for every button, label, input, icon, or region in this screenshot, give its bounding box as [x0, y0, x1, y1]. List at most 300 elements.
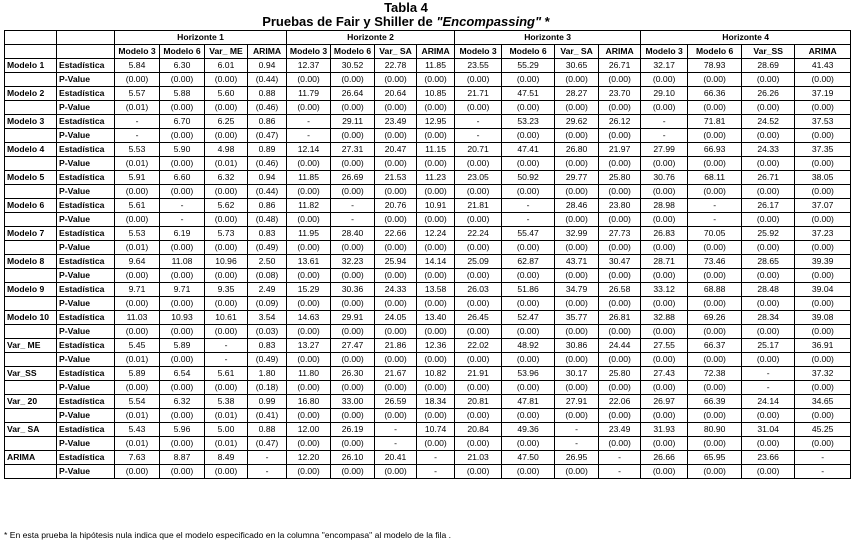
pvalue-cell: (0.46): [248, 101, 287, 115]
stat-cell: 65.95: [688, 451, 742, 465]
pvalue-cell: -: [375, 437, 417, 451]
pvalue-cell: (0.00): [455, 325, 502, 339]
pvalue-cell: (0.00): [641, 325, 688, 339]
table-row-pvalue: [5, 409, 851, 423]
pvalue-cell: (0.00): [795, 381, 851, 395]
stat-cell: 48.92: [502, 339, 555, 353]
stat-cell: 47.50: [502, 451, 555, 465]
stat-cell: 24.33: [742, 143, 795, 157]
stat-cell: 12.95: [417, 115, 455, 129]
row-pvalue-label: P-Value: [57, 381, 115, 395]
stat-cell: 50.92: [502, 171, 555, 185]
stat-cell: 28.71: [641, 255, 688, 269]
pvalue-cell: (0.00): [641, 297, 688, 311]
stat-cell: 5.43: [115, 423, 160, 437]
pvalue-cell: (0.00): [160, 269, 205, 283]
stat-cell: 28.98: [641, 199, 688, 213]
pvalue-cell: (0.00): [115, 269, 160, 283]
stat-cell: 9.71: [115, 283, 160, 297]
pvalue-cell: -: [160, 213, 205, 227]
pvalue-cell: (0.01): [115, 241, 160, 255]
row-stat-label: Estadística: [57, 199, 115, 213]
pvalue-cell: (0.00): [115, 325, 160, 339]
pvalue-cell: (0.00): [795, 157, 851, 171]
pvalue-cell: -: [795, 465, 851, 479]
pvalue-cell: (0.00): [555, 381, 599, 395]
column-header: ARIMA: [417, 45, 455, 59]
row-pvalue-label: P-Value: [57, 325, 115, 339]
pvalue-cell: (0.00): [742, 101, 795, 115]
stat-cell: 37.32: [795, 367, 851, 381]
results-table: [4, 30, 851, 479]
pvalue-cell: (0.48): [248, 213, 287, 227]
pvalue-cell: (0.00): [555, 297, 599, 311]
pvalue-cell: (0.00): [417, 437, 455, 451]
pvalue-cell: (0.00): [417, 101, 455, 115]
pvalue-cell: (0.00): [160, 185, 205, 199]
stat-cell: 1.80: [248, 367, 287, 381]
pvalue-cell: (0.00): [115, 465, 160, 479]
stat-cell: 36.91: [795, 339, 851, 353]
stat-cell: 10.96: [205, 255, 248, 269]
pvalue-cell: (0.00): [331, 381, 375, 395]
row-model-name: Modelo 8: [5, 255, 57, 269]
stat-cell: 26.58: [599, 283, 641, 297]
stat-cell: 21.81: [455, 199, 502, 213]
stat-cell: 29.10: [641, 87, 688, 101]
table-row-pvalue: [5, 129, 851, 143]
table-row-pvalue: [5, 185, 851, 199]
stat-cell: 28.65: [742, 255, 795, 269]
column-header: Modelo 6: [502, 45, 555, 59]
stat-cell: -: [742, 367, 795, 381]
stat-cell: 0.86: [248, 115, 287, 129]
pvalue-cell: (0.00): [555, 241, 599, 255]
stat-cell: 5.53: [115, 143, 160, 157]
stat-cell: 5.89: [115, 367, 160, 381]
row-pvalue-label: P-Value: [57, 409, 115, 423]
pvalue-cell: (0.00): [160, 101, 205, 115]
row-pvalue-label: P-Value: [57, 241, 115, 255]
pvalue-cell: (0.00): [331, 269, 375, 283]
stat-cell: 5.73: [205, 227, 248, 241]
pvalue-cell: (0.00): [502, 297, 555, 311]
pvalue-cell: (0.00): [641, 73, 688, 87]
pvalue-cell: (0.00): [417, 269, 455, 283]
pvalue-cell: (0.00): [795, 185, 851, 199]
pvalue-cell: (0.00): [688, 465, 742, 479]
stat-cell: 5.61: [205, 367, 248, 381]
pvalue-cell: (0.00): [502, 101, 555, 115]
stat-cell: 20.81: [455, 395, 502, 409]
stat-cell: 49.36: [502, 423, 555, 437]
pvalue-cell: (0.00): [599, 213, 641, 227]
pvalue-cell: (0.01): [115, 409, 160, 423]
stat-cell: 26.71: [742, 171, 795, 185]
stat-cell: 5.00: [205, 423, 248, 437]
row-pvalue-label: P-Value: [57, 101, 115, 115]
stat-cell: 27.47: [331, 339, 375, 353]
stat-cell: 0.83: [248, 339, 287, 353]
pvalue-cell: (0.08): [248, 269, 287, 283]
pvalue-cell: (0.00): [455, 101, 502, 115]
row-stat-label: Estadística: [57, 283, 115, 297]
pvalue-cell: (0.00): [417, 213, 455, 227]
pvalue-cell: (0.00): [287, 269, 331, 283]
pvalue-cell: (0.00): [795, 409, 851, 423]
pvalue-cell: (0.00): [502, 437, 555, 451]
table-subtitle: [0, 15, 812, 29]
pvalue-cell: (0.00): [555, 269, 599, 283]
pvalue-cell: (0.00): [205, 297, 248, 311]
pvalue-cell: (0.00): [502, 409, 555, 423]
stat-cell: 21.86: [375, 339, 417, 353]
pvalue-cell: (0.00): [287, 437, 331, 451]
stat-cell: 66.93: [688, 143, 742, 157]
stat-cell: 29.77: [555, 171, 599, 185]
pvalue-cell: -: [502, 213, 555, 227]
column-header: Modelo 6: [331, 45, 375, 59]
pvalue-cell: (0.00): [599, 269, 641, 283]
stat-cell: 18.34: [417, 395, 455, 409]
stat-cell: -: [502, 199, 555, 213]
pvalue-cell: (0.00): [115, 381, 160, 395]
row-model-name: Modelo 1: [5, 59, 57, 73]
row-model-name: Modelo 7: [5, 227, 57, 241]
horizon-header: Horizonte 2: [287, 31, 455, 45]
stat-cell: 11.85: [287, 171, 331, 185]
table-row-stat: [5, 451, 851, 465]
pvalue-cell: (0.00): [417, 157, 455, 171]
stat-cell: 4.98: [205, 143, 248, 157]
table-row-stat: [5, 283, 851, 297]
row-stat-label: Estadística: [57, 367, 115, 381]
stat-cell: 30.86: [555, 339, 599, 353]
pvalue-cell: (0.00): [160, 381, 205, 395]
stat-cell: 0.99: [248, 395, 287, 409]
stat-cell: 5.57: [115, 87, 160, 101]
row-model-name: Modelo 9: [5, 283, 57, 297]
column-header: Var_ SA: [555, 45, 599, 59]
stat-cell: -: [688, 199, 742, 213]
stat-cell: 34.79: [555, 283, 599, 297]
column-header: Modelo 3: [641, 45, 688, 59]
stat-cell: 26.81: [599, 311, 641, 325]
stat-cell: 27.91: [555, 395, 599, 409]
pvalue-cell: -: [742, 381, 795, 395]
row-name-continuation: [5, 353, 57, 367]
pvalue-cell: (0.00): [688, 73, 742, 87]
pvalue-cell: (0.01): [205, 409, 248, 423]
stat-cell: 26.64: [331, 87, 375, 101]
stat-cell: 5.61: [115, 199, 160, 213]
corner-cell-1: [5, 31, 57, 45]
stat-cell: 22.06: [599, 395, 641, 409]
stat-cell: 28.48: [742, 283, 795, 297]
stat-cell: -: [287, 115, 331, 129]
stat-cell: 5.96: [160, 423, 205, 437]
row-model-name: Modelo 5: [5, 171, 57, 185]
row-stat-label: Estadística: [57, 339, 115, 353]
stat-cell: 70.05: [688, 227, 742, 241]
stat-cell: 6.32: [160, 395, 205, 409]
corner-cell-2: [57, 31, 115, 45]
stat-cell: 66.39: [688, 395, 742, 409]
row-stat-label: Estadística: [57, 451, 115, 465]
stat-cell: 37.53: [795, 115, 851, 129]
row-model-name: Modelo 2: [5, 87, 57, 101]
horizon-header: Horizonte 4: [641, 31, 851, 45]
row-name-continuation: [5, 241, 57, 255]
row-stat-label: Estadística: [57, 395, 115, 409]
pvalue-cell: (0.00): [205, 213, 248, 227]
table-row-stat: [5, 87, 851, 101]
corner-cell-4: [57, 45, 115, 59]
pvalue-cell: (0.00): [555, 213, 599, 227]
stat-cell: 21.03: [455, 451, 502, 465]
stat-cell: 5.38: [205, 395, 248, 409]
stat-cell: 26.30: [331, 367, 375, 381]
pvalue-cell: (0.00): [599, 409, 641, 423]
table-row-stat: [5, 339, 851, 353]
pvalue-cell: (0.00): [599, 185, 641, 199]
stat-cell: 32.88: [641, 311, 688, 325]
pvalue-cell: (0.00): [742, 213, 795, 227]
stat-cell: 25.92: [742, 227, 795, 241]
row-name-continuation: [5, 213, 57, 227]
stat-cell: 66.37: [688, 339, 742, 353]
pvalue-cell: -: [205, 353, 248, 367]
pvalue-cell: (0.00): [287, 409, 331, 423]
stat-cell: 7.63: [115, 451, 160, 465]
row-model-name: Modelo 3: [5, 115, 57, 129]
pvalue-cell: -: [287, 129, 331, 143]
stat-cell: 22.24: [455, 227, 502, 241]
pvalue-cell: (0.00): [160, 465, 205, 479]
column-header: ARIMA: [248, 45, 287, 59]
pvalue-cell: (0.00): [795, 101, 851, 115]
stat-cell: 25.17: [742, 339, 795, 353]
pvalue-cell: (0.00): [795, 325, 851, 339]
table-row-pvalue: [5, 269, 851, 283]
pvalue-cell: -: [455, 129, 502, 143]
column-header: ARIMA: [795, 45, 851, 59]
stat-cell: 39.39: [795, 255, 851, 269]
stat-cell: 71.81: [688, 115, 742, 129]
stat-cell: 11.03: [115, 311, 160, 325]
pvalue-cell: (0.44): [248, 185, 287, 199]
stat-cell: 27.99: [641, 143, 688, 157]
pvalue-cell: (0.00): [331, 157, 375, 171]
stat-cell: 33.12: [641, 283, 688, 297]
stat-cell: 26.66: [641, 451, 688, 465]
stat-cell: 24.14: [742, 395, 795, 409]
stat-cell: 21.53: [375, 171, 417, 185]
stat-cell: 20.76: [375, 199, 417, 213]
stat-cell: 39.04: [795, 283, 851, 297]
stat-cell: 21.71: [455, 87, 502, 101]
pvalue-cell: (0.00): [287, 213, 331, 227]
pvalue-cell: (0.00): [287, 185, 331, 199]
table-row-pvalue: [5, 353, 851, 367]
stat-cell: 29.62: [555, 115, 599, 129]
stat-cell: 0.94: [248, 171, 287, 185]
column-header-row: [5, 45, 851, 59]
pvalue-cell: (0.00): [331, 73, 375, 87]
pvalue-cell: (0.01): [115, 353, 160, 367]
stat-cell: 0.94: [248, 59, 287, 73]
column-header: Var_ ME: [205, 45, 248, 59]
stat-cell: 12.20: [287, 451, 331, 465]
stat-cell: 23.80: [599, 199, 641, 213]
pvalue-cell: (0.01): [115, 157, 160, 171]
stat-cell: 29.91: [331, 311, 375, 325]
stat-cell: 24.52: [742, 115, 795, 129]
row-stat-label: Estadística: [57, 423, 115, 437]
stat-cell: 27.73: [599, 227, 641, 241]
pvalue-cell: (0.00): [742, 297, 795, 311]
row-model-name: ARIMA: [5, 451, 57, 465]
pvalue-cell: (0.00): [599, 297, 641, 311]
pvalue-cell: (0.00): [742, 325, 795, 339]
pvalue-cell: (0.00): [205, 381, 248, 395]
row-model-name: Modelo 6: [5, 199, 57, 213]
stat-cell: 43.71: [555, 255, 599, 269]
table-row-stat: [5, 423, 851, 437]
pvalue-cell: (0.00): [688, 325, 742, 339]
pvalue-cell: (0.00): [688, 353, 742, 367]
stat-cell: 35.77: [555, 311, 599, 325]
pvalue-cell: (0.00): [688, 297, 742, 311]
stat-cell: 14.63: [287, 311, 331, 325]
pvalue-cell: (0.01): [115, 437, 160, 451]
stat-cell: 22.02: [455, 339, 502, 353]
column-header: ARIMA: [599, 45, 641, 59]
pvalue-cell: (0.00): [160, 409, 205, 423]
stat-cell: 27.55: [641, 339, 688, 353]
pvalue-cell: (0.00): [331, 185, 375, 199]
stat-cell: 5.54: [115, 395, 160, 409]
row-model-name: Modelo 10: [5, 311, 57, 325]
subtitle-emphasis: "Encompassing": [436, 14, 542, 29]
pvalue-cell: (0.00): [555, 129, 599, 143]
stat-cell: 34.65: [795, 395, 851, 409]
stat-cell: -: [795, 451, 851, 465]
row-stat-label: Estadística: [57, 255, 115, 269]
stat-cell: 26.12: [599, 115, 641, 129]
stat-cell: 30.76: [641, 171, 688, 185]
stat-cell: 30.17: [555, 367, 599, 381]
stat-cell: 55.29: [502, 59, 555, 73]
pvalue-cell: (0.00): [641, 213, 688, 227]
row-pvalue-label: P-Value: [57, 353, 115, 367]
pvalue-cell: (0.00): [641, 157, 688, 171]
stat-cell: 30.65: [555, 59, 599, 73]
stat-cell: 11.85: [417, 59, 455, 73]
pvalue-cell: (0.00): [641, 409, 688, 423]
column-header: Modelo 3: [115, 45, 160, 59]
stat-cell: -: [248, 451, 287, 465]
pvalue-cell: (0.00): [205, 73, 248, 87]
pvalue-cell: (0.00): [115, 185, 160, 199]
stat-cell: -: [331, 199, 375, 213]
pvalue-cell: (0.00): [160, 73, 205, 87]
stat-cell: 51.86: [502, 283, 555, 297]
stat-cell: 30.36: [331, 283, 375, 297]
pvalue-cell: (0.00): [641, 465, 688, 479]
pvalue-cell: (0.00): [287, 101, 331, 115]
stat-cell: 11.79: [287, 87, 331, 101]
stat-cell: 28.46: [555, 199, 599, 213]
table-title: Tabla 4: [384, 0, 428, 15]
row-name-continuation: [5, 409, 57, 423]
pvalue-cell: (0.00): [375, 325, 417, 339]
stat-cell: 5.45: [115, 339, 160, 353]
pvalue-cell: (0.00): [115, 73, 160, 87]
pvalue-cell: (0.00): [742, 185, 795, 199]
stat-cell: 26.17: [742, 199, 795, 213]
stat-cell: 5.62: [205, 199, 248, 213]
stat-cell: 26.97: [641, 395, 688, 409]
row-stat-label: Estadística: [57, 227, 115, 241]
stat-cell: 2.50: [248, 255, 287, 269]
pvalue-cell: (0.00): [417, 73, 455, 87]
stat-cell: 6.30: [160, 59, 205, 73]
stat-cell: 28.34: [742, 311, 795, 325]
stat-cell: 0.86: [248, 199, 287, 213]
pvalue-cell: (0.47): [248, 129, 287, 143]
pvalue-cell: (0.49): [248, 241, 287, 255]
pvalue-cell: (0.00): [205, 129, 248, 143]
stat-cell: 11.15: [417, 143, 455, 157]
pvalue-cell: (0.00): [331, 241, 375, 255]
stat-cell: 37.23: [795, 227, 851, 241]
pvalue-cell: (0.47): [248, 437, 287, 451]
pvalue-cell: (0.00): [331, 129, 375, 143]
stat-cell: 37.19: [795, 87, 851, 101]
pvalue-cell: (0.46): [248, 157, 287, 171]
pvalue-cell: (0.00): [742, 465, 795, 479]
stat-cell: 21.67: [375, 367, 417, 381]
pvalue-cell: (0.00): [417, 129, 455, 143]
stat-cell: 39.08: [795, 311, 851, 325]
pvalue-cell: (0.00): [795, 129, 851, 143]
pvalue-cell: (0.00): [205, 241, 248, 255]
stat-cell: 27.31: [331, 143, 375, 157]
pvalue-cell: (0.00): [742, 73, 795, 87]
stat-cell: 62.87: [502, 255, 555, 269]
row-pvalue-label: P-Value: [57, 437, 115, 451]
pvalue-cell: (0.00): [555, 185, 599, 199]
stat-cell: 9.64: [115, 255, 160, 269]
stat-cell: -: [555, 423, 599, 437]
stat-cell: 68.11: [688, 171, 742, 185]
stat-cell: 11.80: [287, 367, 331, 381]
stat-cell: -: [160, 199, 205, 213]
stat-cell: 26.03: [455, 283, 502, 297]
stat-cell: 6.60: [160, 171, 205, 185]
pvalue-cell: (0.00): [417, 241, 455, 255]
pvalue-cell: (0.00): [502, 129, 555, 143]
table-row-stat: [5, 59, 851, 73]
stat-cell: -: [417, 451, 455, 465]
pvalue-cell: (0.00): [688, 129, 742, 143]
pvalue-cell: (0.00): [795, 269, 851, 283]
column-header: Modelo 3: [455, 45, 502, 59]
horizon-header-row: [5, 31, 851, 45]
stat-cell: 0.89: [248, 143, 287, 157]
stat-cell: 25.09: [455, 255, 502, 269]
